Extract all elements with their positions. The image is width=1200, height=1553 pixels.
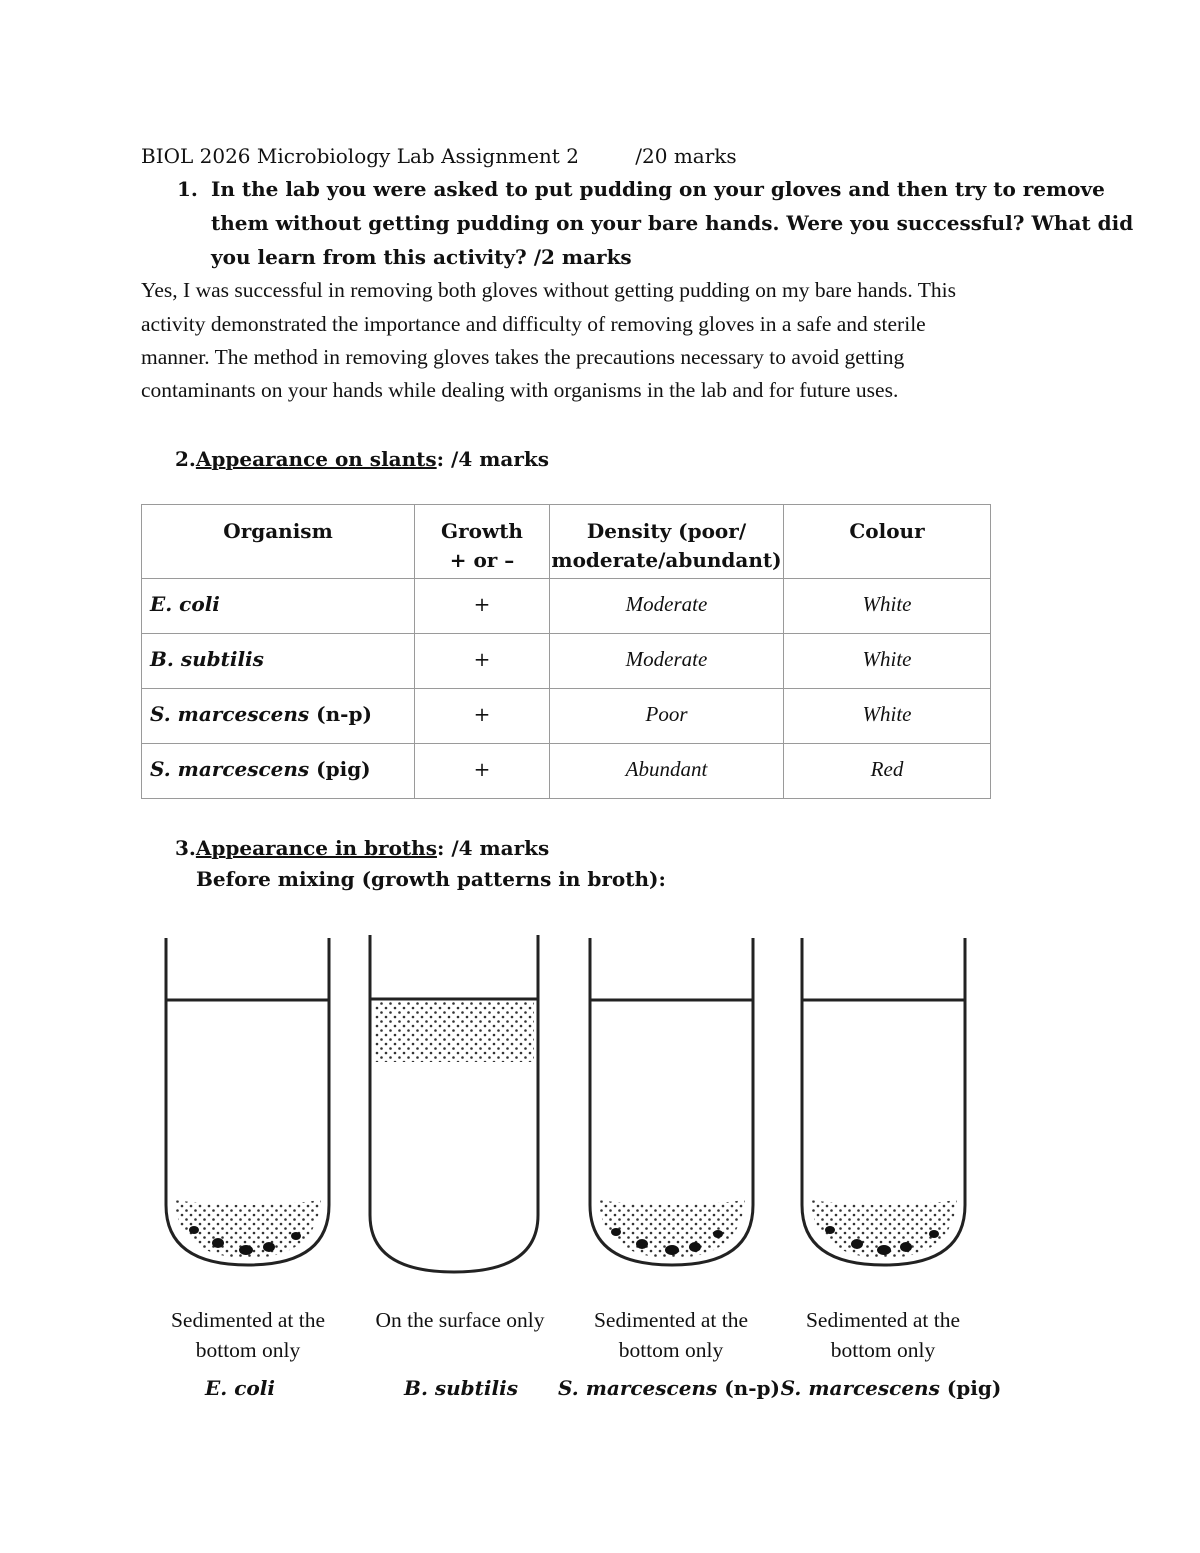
test-tube-s-marcescens-np <box>590 938 753 1265</box>
tube-organism-label: E. coli <box>205 1376 275 1400</box>
colour-cell: White <box>784 689 991 744</box>
colour-cell: White <box>784 579 991 634</box>
density-cell: Moderate <box>550 634 784 689</box>
tube-organism-label: S. marcescens (n-p) <box>558 1376 780 1400</box>
tube-organism-label: B. subtilis <box>404 1376 518 1400</box>
tube-caption: Sedimented at the bottom only <box>593 1308 749 1362</box>
question-3-heading <box>175 836 549 860</box>
test-tube-b-subtilis <box>370 935 538 1272</box>
slants-table <box>141 504 991 799</box>
growth-cell: + <box>415 634 550 689</box>
title-text: BIOL 2026 Microbiology Lab Assignment 2 <box>141 144 579 168</box>
table-row <box>142 744 991 799</box>
surface-layer <box>374 1002 534 1062</box>
question-1-number: 1. <box>177 177 198 201</box>
growth-cell: + <box>415 744 550 799</box>
table-row <box>142 579 991 634</box>
question-1-text-line: In the lab you were asked to put pudding on your gloves and then try to remove <box>211 177 1105 201</box>
colour-cell: White <box>784 634 991 689</box>
test-tube-e-coli <box>166 938 329 1265</box>
question-1-text-line: you learn from this activity? /2 marks <box>211 245 632 269</box>
question-3-number: 3. <box>175 836 196 860</box>
tube-caption: Sedimented at the bottom only <box>805 1308 961 1362</box>
growth-cell: + <box>415 689 550 744</box>
question-1-text-line: them without getting pudding on your bare hands. Were you successful? What did <box>211 211 1134 235</box>
table-row <box>142 689 991 744</box>
question-2-heading <box>175 447 549 471</box>
test-tube-s-marcescens-pig <box>802 938 965 1265</box>
organism-cell: E. coli <box>142 579 415 634</box>
header-growth: Growth + or – <box>415 505 550 579</box>
title-marks: /20 marks <box>635 144 737 168</box>
question-2-number: 2. <box>175 447 196 471</box>
density-cell: Abundant <box>550 744 784 799</box>
question-3-subheading: Before mixing (growth patterns in broth): <box>196 867 666 891</box>
density-cell: Moderate <box>550 579 784 634</box>
density-cell: Poor <box>550 689 784 744</box>
organism-cell: S. marcescens (n-p) <box>142 689 415 744</box>
question-3-title: Appearance in broths <box>195 836 437 860</box>
broth-tubes-diagram <box>0 920 1200 1290</box>
header-colour: Colour <box>784 505 991 579</box>
tube-caption: Sedimented at the bottom only <box>170 1308 326 1362</box>
answer-1-line: activity demonstrated the importance and difficulty of removing gloves in a safe and sterile <box>141 312 926 336</box>
question-2-title: Appearance on slants <box>195 447 437 471</box>
table-header-row <box>142 505 991 579</box>
growth-cell: + <box>415 579 550 634</box>
colour-cell: Red <box>784 744 991 799</box>
header-organism: Organism <box>142 505 415 579</box>
page-title <box>141 144 737 168</box>
question-3-marks: : /4 marks <box>436 836 550 860</box>
tube-organism-label: S. marcescens (pig) <box>780 1376 1002 1400</box>
answer-1-line: Yes, I was successful in removing both gloves without getting pudding on my bare hands. This <box>141 278 956 302</box>
question-2-marks: : /4 marks <box>436 447 549 471</box>
organism-cell: B. subtilis <box>142 634 415 689</box>
answer-1-line: manner. The method in removing gloves takes the precautions necessary to avoid getting <box>141 345 905 369</box>
answer-1-line: contaminants on your hands while dealing with organisms in the lab and for future uses. <box>141 378 899 402</box>
header-density: Density (poor/ moderate/abundant) <box>550 505 784 579</box>
table-row <box>142 634 991 689</box>
organism-cell: S. marcescens (pig) <box>142 744 415 799</box>
tube-caption: On the surface only <box>375 1308 545 1332</box>
